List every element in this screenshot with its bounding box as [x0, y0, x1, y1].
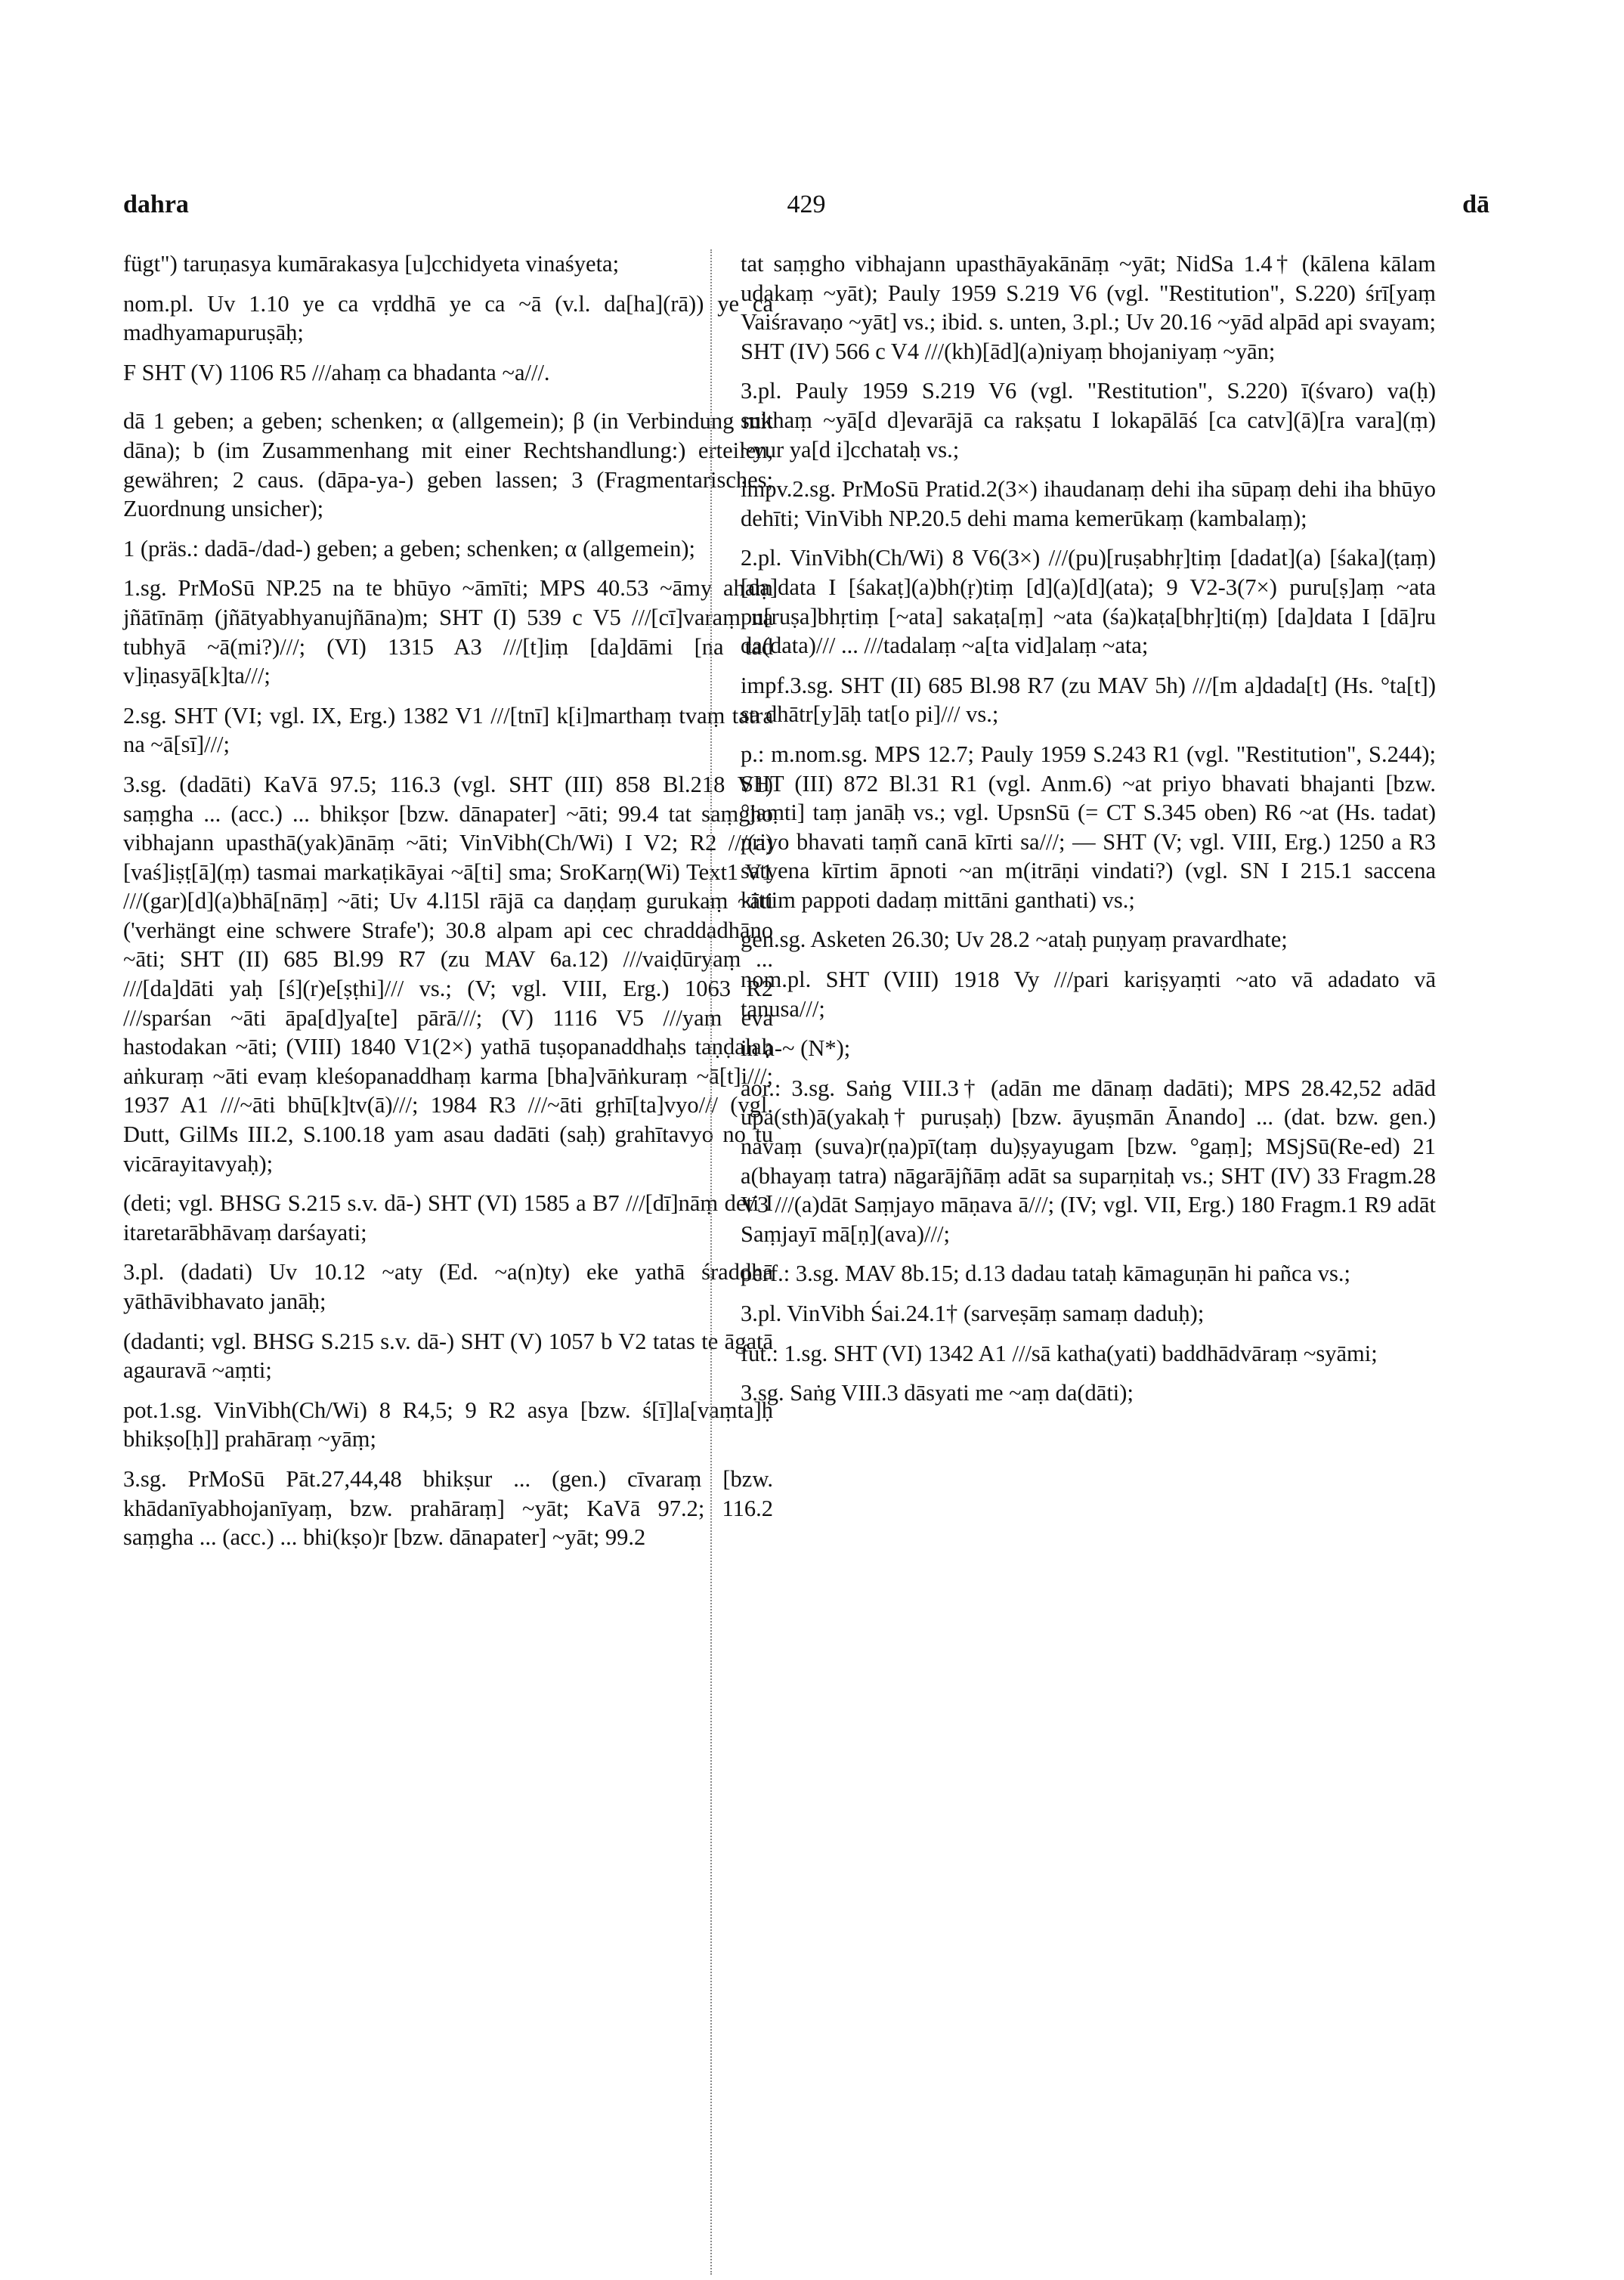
- headword-entry-da: dā 1 geben; a geben; schenken; α (allgemein); β (in Verbindung mit dāna); b (im Zusammenhang mit einer Rechtshandlung:) erteilen, gewähren; 2 caus. (dāpa-ya-) geben lassen; 3 (Fragmentarisches; Zuordnung unsicher);: [123, 408, 773, 522]
- entry: 3.sg. Saṅg VIII.3 dāsyati me ~aṃ da(dāti);: [741, 1380, 1134, 1406]
- entry: p.: m.nom.sg. MPS 12.7; Pauly 1959 S.243 R1 (vgl. "Restitution", S.244); SHT (III) 872 Bl.31 R1 (vgl. Anm.6) ~at priyo bhavati bhajanti [bzw. °jaṃti] taṃ janāḥ vs.; vgl. UpsnSū (= CT S.345 oben) R6 ~at (Hs. tadat) priyo bhavati taṃñ canā kīrti sa///; — SHT (V; vgl. VIII, Erg.) 1250 a R3 satyena kīrtim āpnoti ~an m(itrāṇi vindati?) (vgl. SN I 215.1 saccena kittim pappoti dadaṃ mittāni ganthati) vs.;: [741, 741, 1436, 913]
- entry: 3.pl. (dadati) Uv 10.12 ~aty (Ed. ~a(n)ty) eke yathā śraddhā yāthāvibhavato janāḥ;: [123, 1259, 773, 1314]
- entry: tat saṃgho vibhajann upasthāyakānāṃ ~yāt; NidSa 1.4† (kālena kālam udakaṃ ~yāt); Pauly 1959 S.219 V6 (vgl. "Restitution", S.220) śrī[yaṃ Vaiśravaṇo ~yāt] vs.; ibid. s. unten, 3.pl.; Uv 20.16 ~yād alpād api svayam; SHT (IV) 566 c V4 ///(kh)[ād](a)niyaṃ bhojaniyaṃ ~yān;: [741, 251, 1436, 364]
- left-column: [123, 249, 773, 1563]
- entry: 2.pl. VinVibh(Ch/Wi) 8 V6(3×) ///(pu)[ruṣabhṛ]tiṃ [dadat](a) [śaka](ṭaṃ) [da]data I [śakaṭ](a)bh(ṛ)tiṃ [d](a)[d](ata); 9 V2-3(7×) puru[ṣ]aṃ ~ata pu[ruṣa]bhṛtiṃ [~ata] sakaṭa[ṃ] ~ata (śa)kaṭa[bhṛ]ti(ṃ) [da]data I [dā]ru da(data)/// ... ///tadalaṃ ~a[ta vid]alaṃ ~ata;: [741, 545, 1436, 659]
- entry: 3.pl. Pauly 1959 S.219 V6 (vgl. "Restitution", S.220) ī(śvaro) va(ḥ) sukhaṃ ~yā[d d]evarājā ca rakṣatu I lokapālāś [ca catv](ā)[ra vara](ṃ) ~yur ya[d i]cchataḥ vs.;: [741, 378, 1436, 462]
- header-last-headword: dā: [1462, 190, 1489, 218]
- entry: nom.pl. Uv 1.10 ye ca vṛddhā ye ca ~ā (v.l. da[ha](rā)) ye ca madhyamapuruṣāḥ;: [123, 290, 773, 346]
- entry: 3.sg. (dadāti) KaVā 97.5; 116.3 (vgl. SHT (III) 858 Bl.218 V1) saṃgha ... (acc.) ... bhikṣor [bzw. dānapater] ~āti; 99.4 tat saṃgho vibhajann upasthā(yak)ānāṃ ~āti; VinVibh(Ch/Wi) I V2; R2 ///(a)[vaś]iṣṭ[ā](ṃ) tasmai markaṭikāyai ~ā[ti] sma; SroKarṇ(Wi) Text1 V1 ///(gar)[d](a)bhā[nāṃ] ~āti; Uv 4.l15l rājā ca daṇḍaṃ gurukaṃ ~āti ('verhängt eine schwere Strafe'); 30.8 alpam api cec chraddadhāno ~āti; SHT (II) 685 Bl.99 R7 (zu MAV 6a.12) ///vaiḍūryaṃ ... ///[da]dāti yaḥ [ś](r)e[ṣṭhi]/// vs.; (V; vgl. VIII, Erg.) 1063 R2 ///sparśan ~āti āpa[d]ya[te] pārā///; (V) 1116 V5 ///yam eva hastodakan ~āti; (VIII) 1840 V1(2×) yathā tuṣopanaddhaḥs taṇḍalaḥ aṅkuraṃ ~āti evaṃ kleśopanaddhaṃ karma [bha]vāṅkuraṃ ~ā[t]i///; 1937 A1 ///~āti bhū[k]tv(ā)///; 1984 R3 ///~āti gṛhī[ta]vyo/// (vgl. Dutt, GilMs III.2, S.100.18 yam asau dadāti (saḥ) grahītavyo no tu vicārayitavyaḥ);: [123, 771, 773, 1177]
- page-number: 429: [787, 190, 826, 218]
- entry: in a-~ (N*);: [741, 1035, 851, 1062]
- entry: aor.: 3.sg. Saṅg VIII.3† (adān me dānaṃ dadāti); MPS 28.42,52 adād upa(sth)ā(yakaḥ† puruṣaḥ) [bzw. āyuṣmān Ānando] ... (dat. bzw. gen.) navaṃ (suva)r(ṇa)pī(taṃ du)ṣyayugam [bzw. °gaṃ]; MSjSū(Re-ed) 21 a(bhayaṃ tatra) nāgarājñāṃ adāt sa suparṇitaḥ vs.; SHT (IV) 33 Fragm.28 V3 ///(a)dāt Saṃjayo māṇava ā///; (IV; vgl. VII, Erg.) 180 Fragm.1 R9 adāt Saṃjayī mā[ṇ](ava)///;: [741, 1075, 1436, 1247]
- column-divider: [710, 249, 712, 2275]
- right-column: [741, 249, 1436, 1418]
- entry: 3.pl. VinVibh Śai.24.1† (sarveṣāṃ samaṃ daduḥ);: [741, 1301, 1205, 1326]
- entry: fut.: 1.sg. SHT (VI) 1342 A1 ///sā katha(yati) baddhādvāraṃ ~syāmi;: [741, 1340, 1378, 1366]
- entry: (dadanti; vgl. BHSG S.215 s.v. dā-) SHT (V) 1057 b V2 tatas te āgatā agauravā ~aṃti;: [123, 1328, 773, 1384]
- entry: 2.sg. SHT (VI; vgl. IX, Erg.) 1382 V1 ///[tnī] k[i]marthaṃ tvaṃ tatra na ~ā[sī]///;: [123, 702, 773, 758]
- header-first-headword: dahra: [123, 190, 189, 218]
- entry: impv.2.sg. PrMoSū Pratid.2(3×) ihaudanaṃ dehi iha sūpaṃ dehi iha bhūyo dehīti; VinVibh NP.20.5 dehi mama kemerūkaṃ (kambalaṃ);: [741, 476, 1436, 531]
- entry: 1 (präs.: dadā-/dad-) geben; a geben; schenken; α (allgemein);: [123, 535, 695, 561]
- entry: nom.pl. SHT (VIII) 1918 Vy ///pari kariṣyaṃti ~ato vā adadato vā tanusa///;: [741, 967, 1436, 1022]
- entry: (deti; vgl. BHSG S.215 s.v. dā-) SHT (VI) 1585 a B7 ///[dī]nāṃ deti I itaretarābhāvaṃ darśayati;: [123, 1190, 773, 1245]
- entry: pot.1.sg. VinVibh(Ch/Wi) 8 R4,5; 9 R2 asya [bzw. ś[ī]la[vaṃta]ḥ bhikṣo[ḥ]] prahāraṃ ~yāṃ;: [123, 1397, 773, 1452]
- entry: perf.: 3.sg. MAV 8b.15; d.13 dadau tataḥ kāmaguṇān hi pañca vs.;: [741, 1261, 1350, 1287]
- entry: 3.sg. PrMoSū Pāt.27,44,48 bhikṣur ... (gen.) cīvaraṃ [bzw. khādanīyabhojanīyaṃ, bzw. prahāraṃ] ~yāt; KaVā 97.2; 116.2 saṃgha ... (acc.) ... bhi(kṣo)r [bzw. dānapater] ~yāt; 99.2: [123, 1465, 773, 1551]
- entry: gen.sg. Asketen 26.30; Uv 28.2 ~ataḥ puṇyaṃ pravardhate;: [741, 927, 1288, 953]
- entry: 1.sg. PrMoSū NP.25 na te bhūyo ~āmīti; MPS 40.53 ~āmy ahaṃ jñātīnāṃ (jñātyabhyanujñāna)m; SHT (I) 539 c V5 ///[cī]varaṃ na tubhyā ~ā(mi?)///; (VI) 1315 A3 ///[t]iṃ [da]dāmi [na tad v]iṇasyā[k]ta///;: [123, 575, 773, 689]
- entry: F SHT (V) 1106 R5 ///ahaṃ ca bhadanta ~a///.: [123, 359, 550, 385]
- entry: impf.3.sg. SHT (II) 685 Bl.98 R7 (zu MAV 5h) ///[m a]dada[t] (Hs. °ta[t]) sa dhātr[y]āḥ tat[o pi]/// vs.;: [741, 672, 1436, 728]
- entry: fügt") taruṇasya kumārakasya [u]cchidyeta vinaśyeta;: [123, 251, 620, 277]
- running-head: [123, 190, 1489, 221]
